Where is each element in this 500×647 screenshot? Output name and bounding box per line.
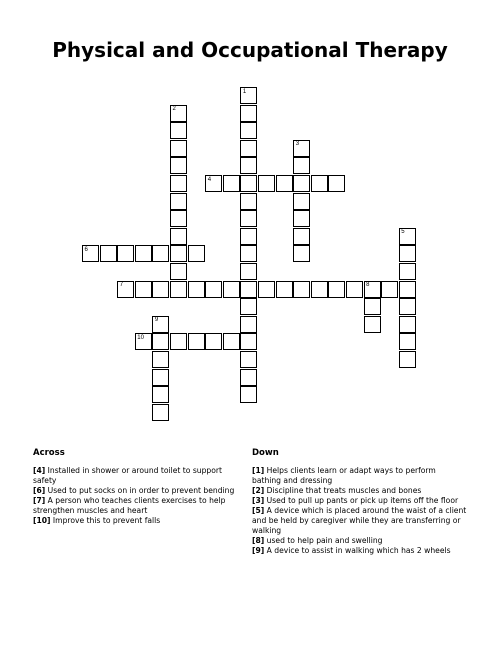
grid-cell[interactable]	[152, 351, 169, 368]
grid-cell[interactable]	[188, 333, 205, 350]
grid-cell[interactable]	[170, 281, 187, 298]
grid-cell[interactable]	[293, 157, 310, 174]
across-clues	[33, 448, 243, 526]
grid-cell[interactable]	[170, 157, 187, 174]
down-clue	[252, 496, 467, 506]
grid-cell[interactable]	[223, 281, 240, 298]
grid-cell[interactable]	[240, 228, 257, 245]
across-clue	[33, 486, 243, 496]
clue-number-8: 8	[366, 282, 370, 289]
clue-label: [1]	[252, 466, 265, 475]
grid-cell[interactable]	[240, 105, 257, 122]
grid-cell[interactable]	[399, 351, 416, 368]
grid-cell[interactable]	[240, 281, 257, 298]
grid-cell[interactable]	[170, 140, 187, 157]
grid-cell[interactable]	[152, 333, 169, 350]
clue-text: Used to pull up pants or pick up items off the floor	[264, 496, 459, 505]
grid-cell[interactable]	[311, 281, 328, 298]
grid-cell[interactable]	[364, 298, 381, 315]
grid-cell[interactable]	[188, 245, 205, 262]
grid-cell[interactable]	[328, 175, 345, 192]
grid-cell[interactable]	[240, 386, 257, 403]
down-clue	[252, 536, 467, 546]
grid-cell[interactable]	[346, 281, 363, 298]
grid-cell[interactable]	[240, 175, 257, 192]
grid-cell[interactable]	[152, 404, 169, 421]
clue-number-3: 3	[295, 141, 300, 148]
grid-cell[interactable]	[399, 298, 416, 315]
grid-cell[interactable]	[135, 281, 152, 298]
grid-cell[interactable]	[170, 175, 187, 192]
grid-cell[interactable]	[240, 351, 257, 368]
grid-cell[interactable]	[117, 245, 134, 262]
grid-cell[interactable]	[152, 245, 169, 262]
clue-number-5: 5	[401, 229, 405, 236]
grid-cell[interactable]	[399, 281, 416, 298]
clue-text: Improve this to prevent falls	[50, 516, 161, 525]
clue-label: [3]	[252, 496, 265, 505]
grid-cell[interactable]	[328, 281, 345, 298]
grid-cell[interactable]	[258, 281, 275, 298]
grid-cell[interactable]	[293, 175, 310, 192]
grid-cell[interactable]	[240, 333, 257, 350]
grid-cell[interactable]	[311, 175, 328, 192]
clue-label: [4]	[33, 466, 46, 475]
clue-number-2: 2	[172, 106, 176, 113]
grid-cell[interactable]	[170, 228, 187, 245]
grid-cell[interactable]	[293, 245, 310, 262]
across-clue	[33, 466, 243, 486]
grid-cell[interactable]	[276, 281, 293, 298]
grid-cell[interactable]	[240, 157, 257, 174]
clue-text: used to help pain and swelling	[264, 536, 383, 545]
grid-cell[interactable]	[152, 281, 169, 298]
grid-cell[interactable]	[276, 175, 293, 192]
down-clue	[252, 506, 467, 536]
grid-cell[interactable]	[240, 316, 257, 333]
down-clues	[252, 448, 467, 556]
grid-cell[interactable]	[364, 316, 381, 333]
clue-label: [7]	[33, 496, 46, 505]
down-clue	[252, 546, 467, 556]
clue-label: [8]	[252, 536, 265, 545]
down-clue	[252, 486, 467, 496]
grid-cell[interactable]	[223, 333, 240, 350]
grid-cell[interactable]	[240, 210, 257, 227]
grid-cell[interactable]	[240, 298, 257, 315]
grid-cell[interactable]	[223, 175, 240, 192]
clue-label: [2]	[252, 486, 265, 495]
clue-number-9: 9	[154, 317, 159, 324]
grid-cell[interactable]	[240, 122, 257, 139]
across-clue	[33, 516, 243, 526]
grid-cell[interactable]	[205, 333, 222, 350]
grid-cell[interactable]	[240, 140, 257, 157]
clue-number-10: 10	[137, 334, 144, 341]
across-heading: Across	[33, 448, 65, 458]
grid-cell[interactable]	[240, 193, 257, 210]
puzzle-title: Physical and Occupational Therapy	[52, 38, 448, 62]
clue-text: A device to assist in walking which has 2 wheels	[264, 546, 451, 555]
grid-cell[interactable]	[399, 263, 416, 280]
grid-cell[interactable]	[293, 228, 310, 245]
clue-number-1: 1	[242, 88, 247, 95]
grid-cell[interactable]	[293, 281, 310, 298]
clue-text: Discipline that treats muscles and bones	[264, 486, 422, 495]
clue-text: Used to put socks on in order to prevent bending	[45, 486, 235, 495]
grid-cell[interactable]	[188, 281, 205, 298]
grid-cell[interactable]	[240, 263, 257, 280]
grid-cell[interactable]	[381, 281, 398, 298]
clue-label: [10]	[33, 516, 51, 525]
grid-cell[interactable]	[258, 175, 275, 192]
clue-label: [5]	[252, 506, 265, 515]
grid-cell[interactable]	[152, 386, 169, 403]
grid-cell[interactable]	[170, 122, 187, 139]
grid-cell[interactable]	[135, 245, 152, 262]
grid-cell[interactable]	[100, 245, 117, 262]
clue-label: [6]	[33, 486, 46, 495]
clue-text: Installed in shower or around toilet to support safety	[33, 466, 222, 485]
clue-text: A device which is placed around the waist of a client and be held by caregiver while they are transferring or walking	[252, 506, 467, 535]
clue-text: Helps clients learn or adapt ways to perform bathing and dressing	[252, 466, 436, 485]
grid-cell[interactable]	[240, 245, 257, 262]
grid-cell[interactable]	[399, 316, 416, 333]
across-clue	[33, 496, 243, 516]
grid-cell[interactable]	[170, 210, 187, 227]
grid-cell[interactable]	[399, 245, 416, 262]
grid-cell[interactable]	[205, 281, 222, 298]
grid-cell[interactable]	[399, 333, 416, 350]
clue-label: [9]	[252, 546, 265, 555]
clue-number-6: 6	[84, 246, 88, 253]
grid-cell[interactable]	[152, 369, 169, 386]
grid-cell[interactable]	[170, 333, 187, 350]
down-clue	[252, 466, 467, 486]
clue-text: A person who teaches clients exercises to help strengthen muscles and heart	[33, 496, 226, 515]
grid-cell[interactable]	[170, 245, 187, 262]
grid-cell[interactable]	[293, 193, 310, 210]
clue-number-4: 4	[207, 176, 212, 183]
grid-cell[interactable]	[240, 369, 257, 386]
grid-cell[interactable]	[293, 210, 310, 227]
grid-cell[interactable]	[170, 193, 187, 210]
down-heading: Down	[252, 448, 279, 458]
grid-cell[interactable]	[170, 263, 187, 280]
clue-number-7: 7	[119, 282, 124, 289]
